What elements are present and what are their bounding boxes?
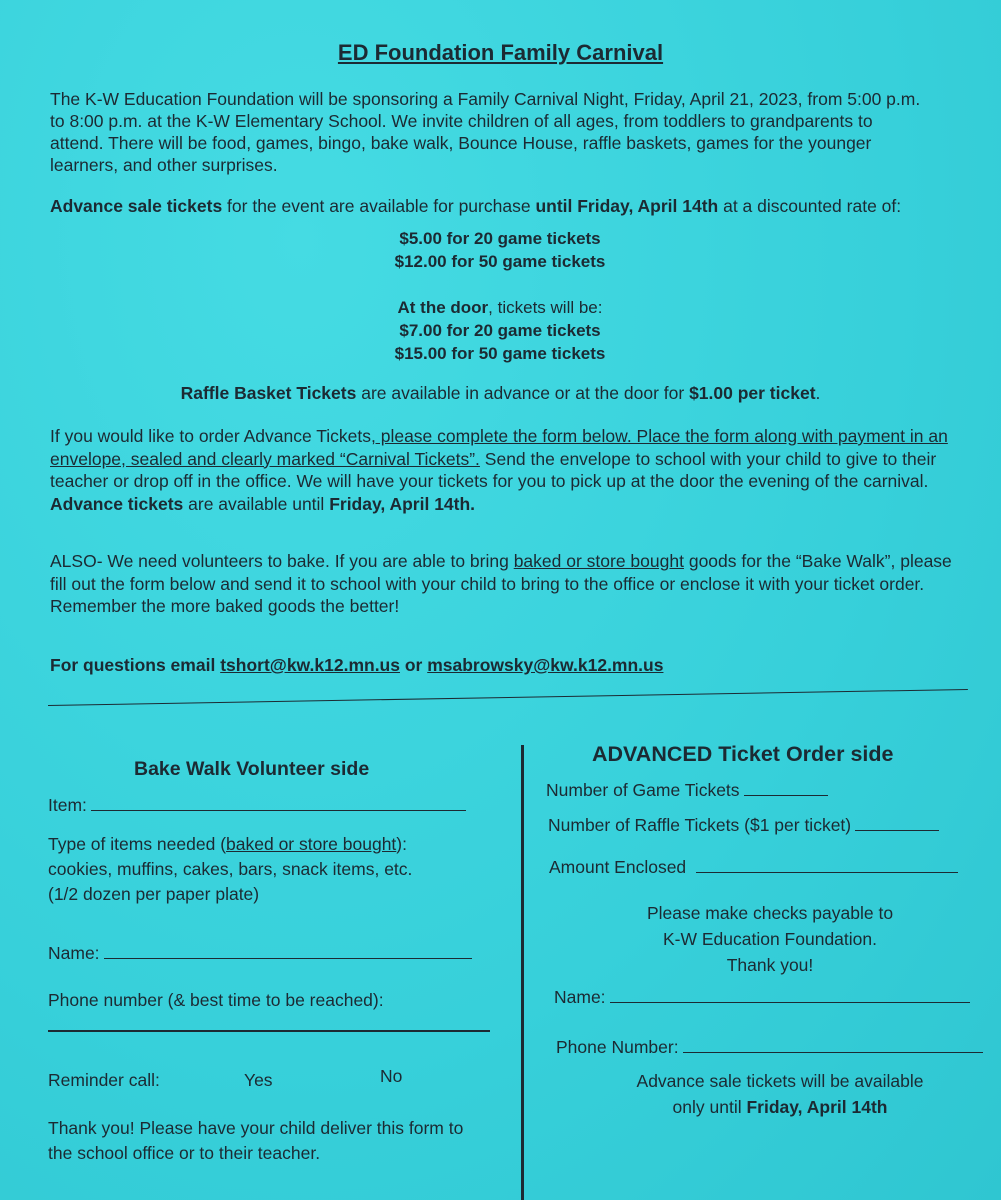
cut-line-divider (48, 689, 968, 706)
volunteer-phone-label: Phone number (& best time to be reached): (48, 990, 384, 1010)
volunteer-name-label: Name: (48, 943, 100, 963)
flyer-title: ED Foundation Family Carnival (337, 40, 664, 65)
amount-enclosed-field[interactable] (549, 857, 958, 878)
door-tail: , tickets will be: (488, 298, 603, 317)
reminder-no-option[interactable]: No (380, 1066, 403, 1086)
advance-price-50: $12.00 for 50 game tickets (394, 252, 606, 271)
raffle-line (0, 383, 1001, 404)
raffle-tail: . (815, 383, 821, 403)
item-quantity: (1/2 dozen per paper plate) (48, 884, 260, 904)
checks-line-3: Thank you! (726, 955, 814, 975)
advance-sale-line (50, 196, 970, 217)
game-tickets-blank[interactable] (744, 795, 828, 796)
order-text-5: are available until (183, 493, 330, 514)
deadline-note-lead: only until (672, 1097, 747, 1117)
volunteer-thanks: Thank you! Please have your child deliver this form to the school office or to their teacher. (48, 1118, 464, 1163)
order-text-advance: Advance tickets (50, 493, 184, 514)
advance-prices (300, 227, 700, 273)
item-field[interactable] (48, 795, 466, 816)
order-phone-field[interactable] (556, 1037, 983, 1058)
reminder-label: Reminder call: (48, 1070, 160, 1090)
order-name-blank[interactable] (610, 1002, 970, 1003)
advance-sale-tail: at a discounted rate of: (718, 196, 902, 216)
game-tickets-field[interactable] (546, 780, 828, 801)
amount-enclosed-blank[interactable] (696, 872, 958, 873)
type-lead: Type of items needed ( (48, 834, 227, 854)
checks-line-1: Please make checks payable to (646, 903, 894, 923)
advance-deadline-note (580, 1068, 980, 1120)
amount-enclosed-label: Amount Enclosed (549, 857, 687, 877)
order-text-1: If you would like to order Advance Tickets (50, 426, 371, 446)
door-price-50: $15.00 for 50 game tickets (394, 344, 606, 363)
item-type-info (48, 832, 488, 907)
advance-sale-label: Advance sale tickets (50, 196, 223, 216)
advance-sale-mid: for the event are available for purchase (222, 196, 536, 216)
checks-line-2: K-W Education Foundation. (662, 929, 877, 949)
raffle-tickets-label: Number of Raffle Tickets ($1 per ticket) (548, 815, 852, 835)
type-tail: ): (396, 834, 407, 854)
order-name-field[interactable] (554, 987, 970, 1008)
deadline-note-date: Friday, April 14th (746, 1097, 888, 1117)
item-blank[interactable] (91, 810, 466, 811)
door-label: At the door (397, 298, 489, 317)
questions-line (50, 655, 950, 676)
also-text-underlined: baked or store bought (513, 551, 684, 571)
order-phone-blank[interactable] (683, 1052, 983, 1053)
raffle-price: $1.00 per ticket (689, 383, 816, 403)
bake-volunteer-paragraph (50, 550, 960, 618)
email-link-msabrowsky[interactable]: msabrowsky@kw.k12.mn.us (427, 655, 664, 675)
item-label: Item: (48, 795, 87, 815)
volunteer-name-blank[interactable] (104, 958, 472, 959)
item-examples: cookies, muffins, cakes, bars, snack items, etc. (48, 859, 413, 879)
volunteer-name-field[interactable] (48, 943, 472, 964)
bake-walk-heading: Bake Walk Volunteer side (134, 758, 370, 780)
order-instructions (50, 425, 960, 515)
type-underlined: baked or store bought (226, 834, 397, 854)
advance-sale-deadline: until Friday, April 14th (535, 196, 719, 216)
order-text-deadline: Friday, April 14th. (329, 493, 476, 514)
order-text-3: Send the envelope to school with your child to give to their teacher or drop off in the office. We will have your tickets for you to pick up at the door the evening of the carnival. (50, 448, 937, 491)
game-tickets-label: Number of Game Tickets (546, 780, 740, 800)
reminder-yes-option[interactable]: Yes (244, 1070, 273, 1090)
order-text-underlined: , please complete the form below. Place the form along with payment in an envelope, sealed and clearly marked “Carnival Tickets”. (50, 426, 948, 469)
questions-or: or (399, 655, 428, 675)
volunteer-phone-blank[interactable] (48, 1030, 490, 1032)
advance-price-20: $5.00 for 20 game tickets (399, 229, 601, 248)
questions-lead: For questions email (50, 655, 221, 675)
column-divider (521, 745, 524, 1200)
raffle-label: Raffle Basket Tickets (180, 383, 357, 403)
ticket-order-heading: ADVANCED Ticket Order side (592, 742, 894, 766)
intro-paragraph: The K-W Education Foundation will be sponsoring a Family Carnival Night, Friday, April 21, 2023, from 5:00 p.m. to 8:00 p.m. at the K-W Elementary School. We invite children of all ages, from toddlers to grandparents to attend. There will be food, games, bingo, bake walk, Bounce House, raffle baskets, games for the younger learners, and other surprises. (50, 89, 921, 175)
order-name-label: Name: (554, 987, 606, 1007)
raffle-tickets-field[interactable] (548, 815, 939, 836)
deadline-note-line-1: Advance sale tickets will be available (636, 1071, 924, 1091)
raffle-tickets-blank[interactable] (855, 830, 939, 831)
door-prices (300, 296, 700, 365)
email-link-tshort[interactable]: tshort@kw.k12.mn.us (220, 655, 400, 675)
door-price-20: $7.00 for 20 game tickets (399, 321, 601, 340)
raffle-mid: are available in advance or at the door for (356, 383, 690, 403)
also-text-1: ALSO- We need volunteers to bake. If you are able to bring (50, 551, 514, 571)
also-text-3: goods for the “Bake Walk”, please fill out the form below and send it to school with your child to bring to the office or enclose it with your ticket order. Remember the more baked goods the better! (50, 551, 952, 616)
order-phone-label: Phone Number: (556, 1037, 679, 1057)
checks-payable-note (560, 900, 980, 978)
